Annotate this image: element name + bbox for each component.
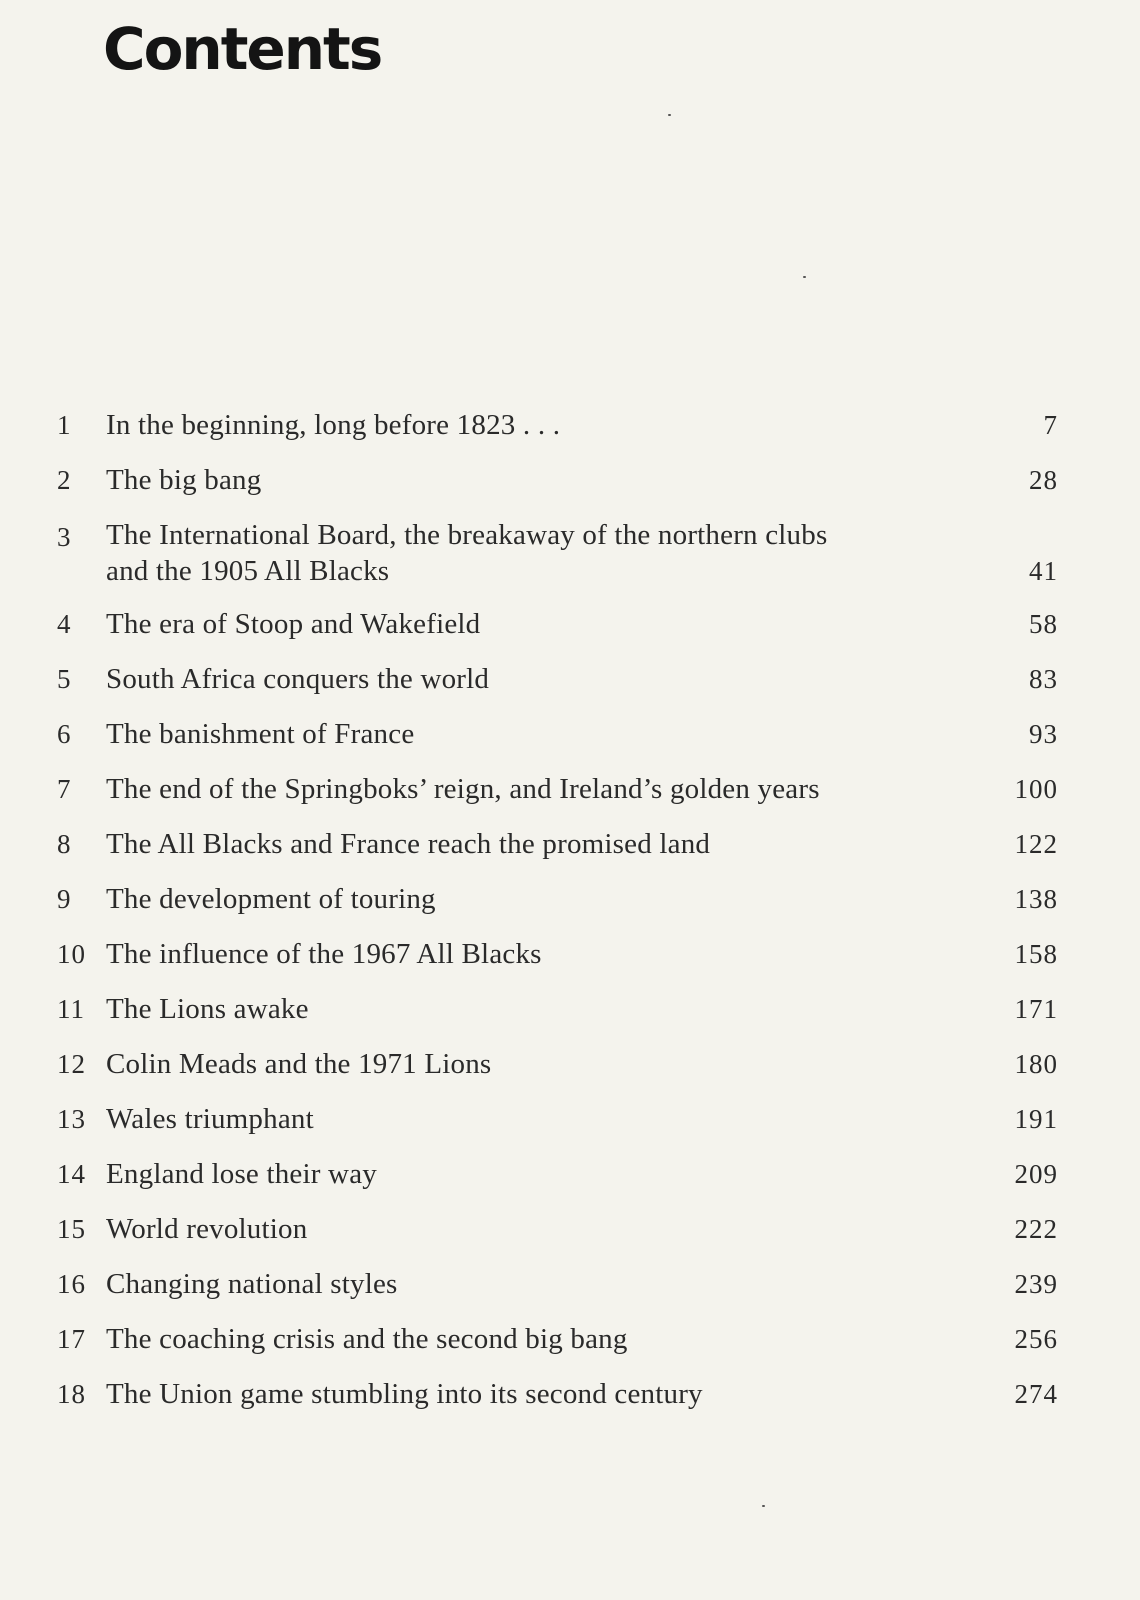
chapter-title: World revolution <box>106 1213 308 1245</box>
chapter-title: The Union game stumbling into its second century <box>106 1378 703 1410</box>
chapter-title: The All Blacks and France reach the promised land <box>106 828 711 860</box>
chapter-title: The influence of the 1967 All Blacks <box>106 938 542 970</box>
page-number: 274 <box>1014 1379 1058 1409</box>
chapter-title: The era of Stoop and Wakefield <box>106 608 481 640</box>
page-title: Contents <box>103 15 382 83</box>
page-number: 191 <box>1014 1104 1058 1134</box>
chapter-number: 9 <box>57 884 72 914</box>
page-number: 41 <box>1029 556 1058 586</box>
chapter-title: Wales triumphant <box>106 1103 314 1135</box>
chapter-title: Colin Meads and the 1971 Lions <box>106 1048 492 1080</box>
chapter-title: Changing national styles <box>106 1268 398 1300</box>
chapter-number: 6 <box>57 719 72 749</box>
chapter-number: 10 <box>57 939 86 969</box>
paper-speck <box>668 114 671 116</box>
chapter-number: 11 <box>57 994 85 1024</box>
chapter-title: England lose their way <box>106 1158 377 1190</box>
page-number: 180 <box>1014 1049 1058 1079</box>
chapter-number: 17 <box>57 1324 86 1354</box>
chapter-number: 18 <box>57 1379 86 1409</box>
page-number: 138 <box>1014 884 1058 914</box>
paper-speck <box>803 276 806 278</box>
page-number: 122 <box>1014 829 1058 859</box>
page-number: 222 <box>1014 1214 1058 1244</box>
chapter-number: 13 <box>57 1104 86 1134</box>
page-number: 171 <box>1014 994 1058 1024</box>
page-number: 158 <box>1014 939 1058 969</box>
page-number: 100 <box>1014 774 1058 804</box>
chapter-title: South Africa conquers the world <box>106 663 490 695</box>
chapter-title: In the beginning, long before 1823 . . . <box>106 409 561 441</box>
page-number: 256 <box>1014 1324 1058 1354</box>
chapter-title: The coaching crisis and the second big bang <box>106 1323 628 1355</box>
chapter-number: 12 <box>57 1049 86 1079</box>
chapter-number: 7 <box>57 774 72 804</box>
chapter-number: 1 <box>57 410 72 440</box>
page-number: 58 <box>1029 609 1058 639</box>
chapter-title: The banishment of France <box>106 718 415 750</box>
page-number: 209 <box>1014 1159 1058 1189</box>
page-number: 83 <box>1029 664 1058 694</box>
chapter-title-continued: and the 1905 All Blacks <box>106 555 390 587</box>
page-number: 28 <box>1029 465 1058 495</box>
chapter-title: The International Board, the breakaway of the northern clubs <box>106 519 828 551</box>
page-number: 93 <box>1029 719 1058 749</box>
chapter-title: The development of touring <box>106 883 436 915</box>
chapter-number: 16 <box>57 1269 86 1299</box>
chapter-title: The big bang <box>106 464 262 496</box>
chapter-title: The Lions awake <box>106 993 309 1025</box>
chapter-number: 14 <box>57 1159 86 1189</box>
chapter-number: 3 <box>57 522 72 552</box>
paper-speck <box>762 1505 765 1507</box>
chapter-title: The end of the Springboks’ reign, and Ireland’s golden years <box>106 773 820 805</box>
chapter-number: 4 <box>57 609 72 639</box>
page-number: 7 <box>1043 410 1058 440</box>
chapter-number: 5 <box>57 664 72 694</box>
chapter-number: 15 <box>57 1214 86 1244</box>
chapter-number: 2 <box>57 465 72 495</box>
page-number: 239 <box>1014 1269 1058 1299</box>
chapter-number: 8 <box>57 829 72 859</box>
